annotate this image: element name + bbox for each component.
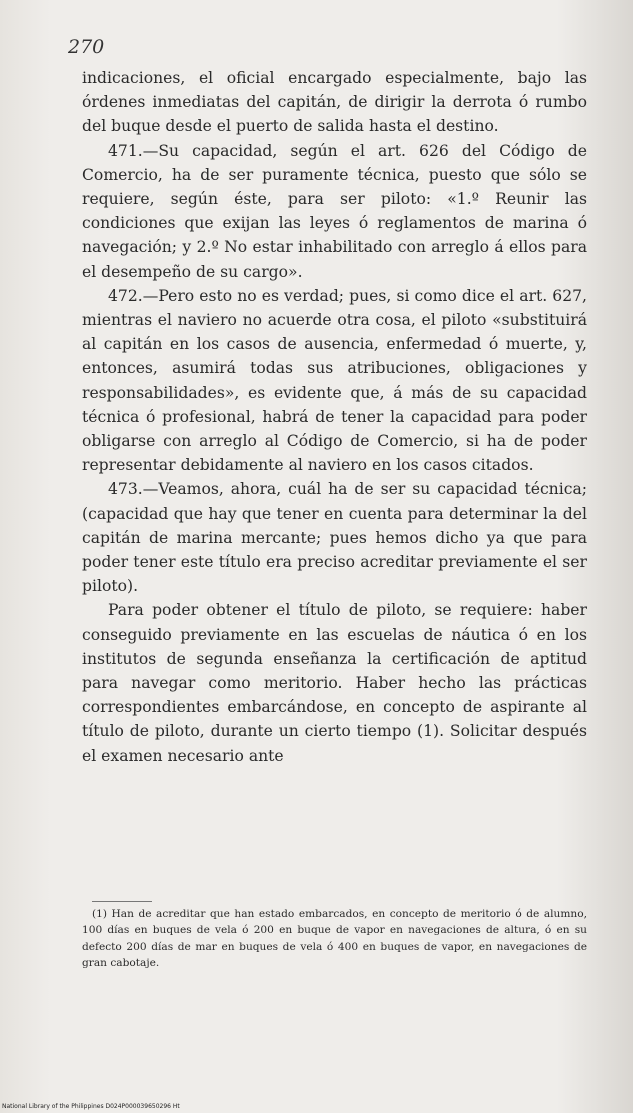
paragraph-471: 471.—Su capacidad, según el art. 626 del Código de Comercio, ha de ser puramente técnica, puesto que sólo se requiere, según éste, para ser piloto: «1.º Reunir las condiciones que exijan las leyes ó reglamentos de marina ó navegación; y 2.º No estar inhabilitado con arreglo á ellos para el desempeño de su cargo». bbox=[82, 141, 587, 281]
footnote-text: (1) Han de acreditar que han estado embarcados, en concepto de meritorio ó de alumno, 100 días en buques de vela ó 200 en buque de vapor en navegaciones de altura, ó en su defecto 200 días de mar en buques de vela ó 400 en buques de vapor, en navegaciones de gran cabotaje. bbox=[82, 908, 587, 970]
page-number: 270 bbox=[68, 36, 105, 58]
footnote-divider bbox=[92, 901, 152, 902]
paragraph-requirements: Para poder obtener el título de piloto, se requiere: haber conseguido previamente en las escuelas de náutica ó en los institutos de segunda enseñanza la certificación de aptitud para navegar como meritorio. Haber hecho las prácticas correspondientes embarcándose, en concepto de aspirante al título de piloto, durante un cierto tiempo (1). Solicitar después el examen necesario ante bbox=[82, 601, 587, 765]
paragraph-473: 473.—Veamos, ahora, cuál ha de ser su capacidad técnica; (capacidad que hay que tener en cuenta para determinar la del capitán de marina mercante; pues hemos dicho ya que para poder tener este título era preciso acreditar previamente el ser piloto). bbox=[82, 480, 587, 596]
footnote bbox=[82, 906, 587, 972]
paragraph-continuation: indicaciones, el oficial encargado especialmente, bajo las órdenes inmediatas del capitán, de dirigir la derrota ó rumbo del buque desde el puerto de salida hasta el destino. bbox=[82, 69, 587, 136]
scan-credit: National Library of the Philippines D024P000039650296 Ht bbox=[2, 1103, 180, 1110]
body-text bbox=[82, 66, 587, 768]
paragraph-472: 472.—Pero esto no es verdad; pues, si como dice el art. 627, mientras el naviero no acuerde otra cosa, el piloto «substituirá al capitán en los casos de ausencia, enfermedad ó muerte, y, entonces, asumirá todas sus atribuciones, obligaciones y responsabilidades», es evidente que, á más de su capacidad técnica ó profesional, habrá de tener la capacidad para poder obligarse con arreglo al Código de Comercio, si ha de poder representar debidamente al naviero en los casos citados. bbox=[82, 286, 587, 475]
